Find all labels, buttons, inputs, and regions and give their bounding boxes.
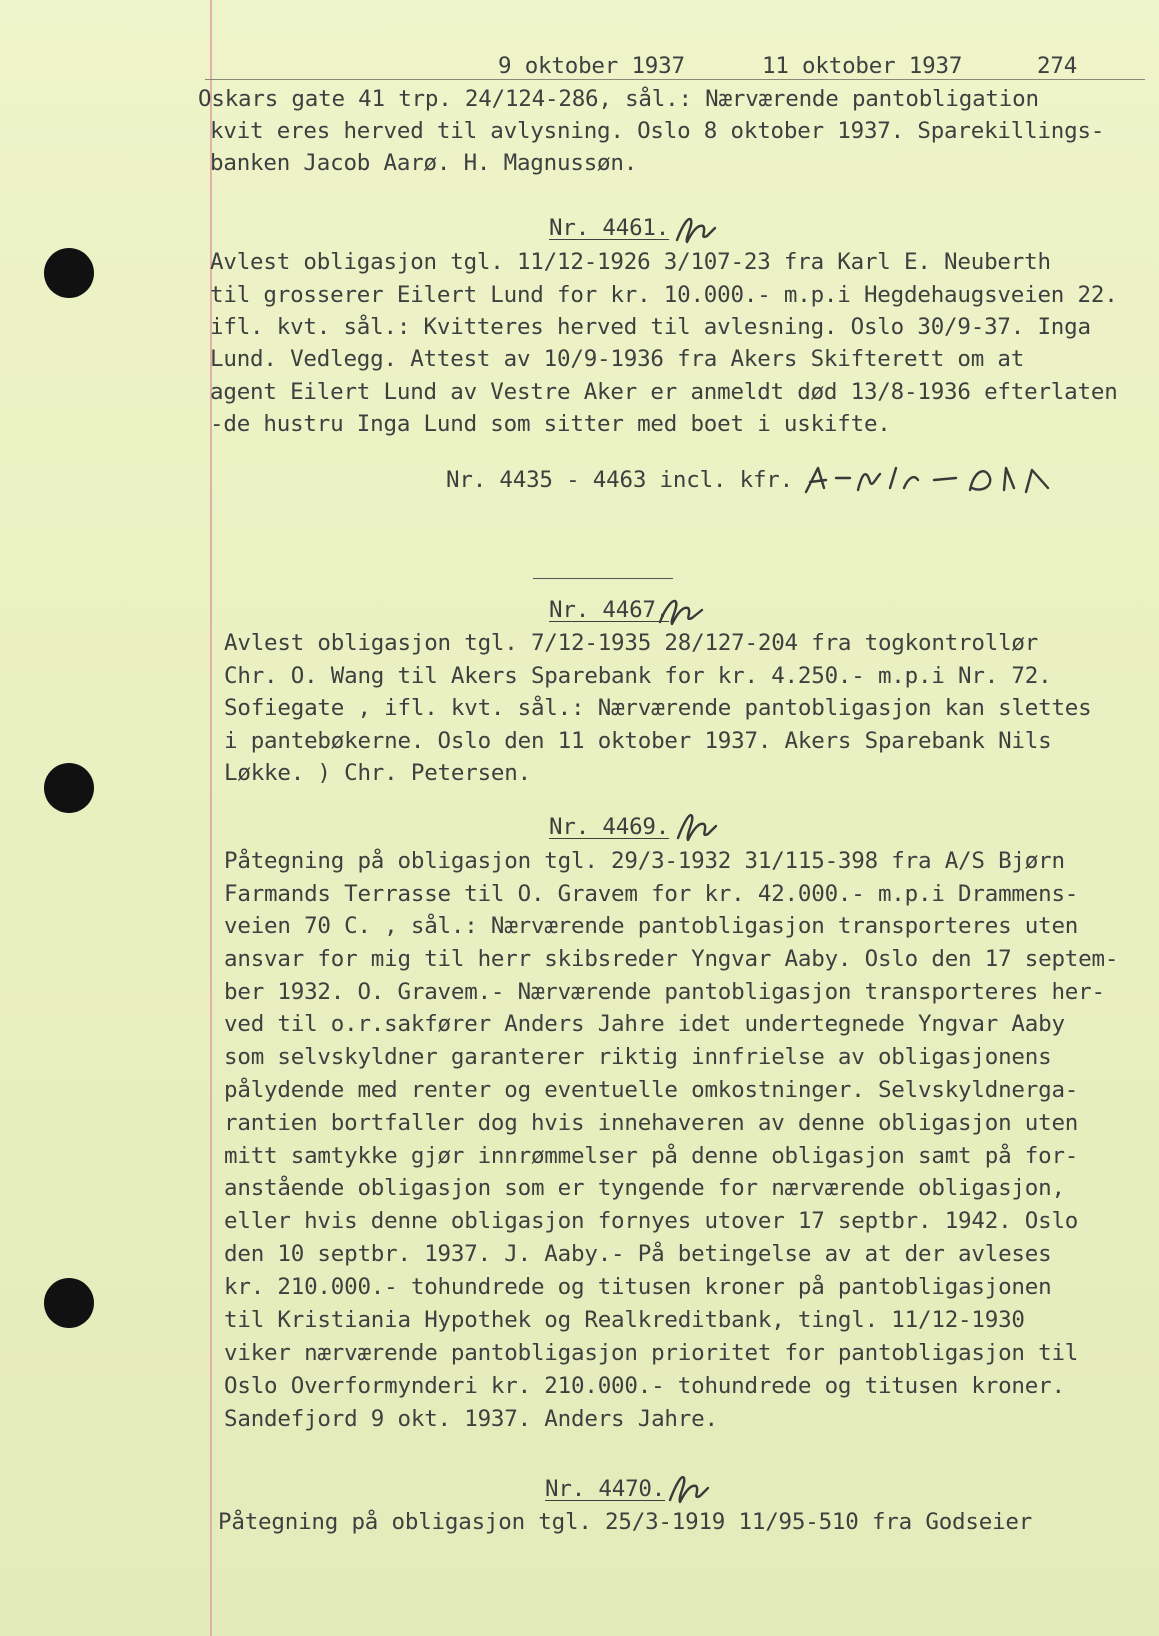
entry-number: Nr. 4470. xyxy=(545,1476,666,1502)
initials-mark xyxy=(674,806,720,846)
entry-line: banken Jacob Aarø. H. Magnussøn. xyxy=(210,150,638,176)
entry-summary: Nr. 4435 - 4463 incl. kfr. xyxy=(446,467,793,493)
entry-number: Nr. 4467. xyxy=(549,597,670,623)
entry-line: kr. 210.000.- tohundrede og titusen kroner på pantobligasjonen xyxy=(224,1274,1052,1300)
entry-line: Sofiegate , ifl. kvt. sål.: Nærværende pantobligasjon kan slettes xyxy=(224,695,1092,721)
entry-line: i pantebøkerne. Oslo den 11 oktober 1937. Akers Sparebank Nils xyxy=(224,728,1052,754)
page-number: 274 xyxy=(1037,53,1078,79)
initials-mark xyxy=(666,1468,712,1508)
header-rule xyxy=(205,79,1145,80)
entry-line: ved til o.r.sakfører Anders Jahre idet undertegnede Yngvar Aaby xyxy=(224,1011,1065,1037)
entry-line: eller hvis denne obligasjon fornyes utover 17 septbr. 1942. Oslo xyxy=(224,1208,1079,1234)
initials-mark xyxy=(656,590,706,630)
entry-line: Løkke. ) Chr. Petersen. xyxy=(224,760,531,786)
binder-hole-top xyxy=(44,248,94,298)
entry-line: Sandefjord 9 okt. 1937. Anders Jahre. xyxy=(224,1406,718,1432)
entry-line: Avlest obligasjon tgl. 11/12-1926 3/107-23 fra Karl E. Neuberth xyxy=(210,249,1051,275)
entry-line: Påtegning på obligasjon tgl. 29/3-1932 31/115-398 fra A/S Bjørn xyxy=(224,848,1065,874)
entry-line: agent Eilert Lund av Vestre Aker er anmeldt død 13/8-1936 efterlaten xyxy=(210,379,1118,405)
entry-number: Nr. 4461. xyxy=(549,215,670,241)
binder-hole-middle xyxy=(44,763,94,813)
entry-line: Lund. Vedlegg. Attest av 10/9-1936 fra Akers Skifterett om at xyxy=(210,346,1025,372)
entry-line: pålydende med renter og eventuelle omkostninger. Selvskyldnerga- xyxy=(224,1077,1079,1103)
entry-line: kvit eres herved til avlysning. Oslo 8 oktober 1937. Sparekillings- xyxy=(210,118,1105,144)
entry-line: den 10 septbr. 1937. J. Aaby.- På betingelse av at der avleses xyxy=(224,1241,1052,1267)
entry-line: ber 1932. O. Gravem.- Nærværende pantobligasjon transporteres her- xyxy=(224,979,1105,1005)
header-date-left: 9 oktober 1937 xyxy=(498,53,685,79)
entry-line: som selvskyldner garanterer riktig innfrielse av obligasjonens xyxy=(224,1044,1052,1070)
entry-line: Påtegning på obligasjon tgl. 25/3-1919 11/95-510 fra Godseier xyxy=(218,1509,1033,1535)
entry-line: mitt samtykke gjør innrømmelser på denne obligasjon samt på for- xyxy=(224,1143,1079,1169)
entry-line: ifl. kvt. sål.: Kvitteres herved til avlesning. Oslo 30/9-37. Inga xyxy=(210,314,1091,340)
handwritten-signature xyxy=(800,458,1050,502)
entry-line: Oskars gate 41 trp. 24/124-286, sål.: Nærværende pantobligation xyxy=(198,86,1039,112)
header-date-right: 11 oktober 1937 xyxy=(762,53,963,79)
entry-line: -de hustru Inga Lund som sitter med boet i uskifte. xyxy=(210,411,891,437)
binder-hole-bottom xyxy=(44,1278,94,1328)
initials-mark xyxy=(673,210,719,248)
entry-line: Avlest obligasjon tgl. 7/12-1935 28/127-204 fra togkontrollør xyxy=(224,630,1039,656)
section-divider xyxy=(533,578,673,579)
margin-rule xyxy=(210,0,212,1636)
entry-line: anstående obligasjon som er tyngende for nærværende obligasjon, xyxy=(224,1175,1065,1201)
entry-line: rantien bortfaller dog hvis innehaveren av denne obligasjon uten xyxy=(224,1110,1079,1136)
entry-number: Nr. 4469. xyxy=(549,814,670,840)
entry-line: viker nærværende pantobligasjon prioritet for pantobligasjon til xyxy=(224,1340,1079,1366)
entry-line: Farmands Terrasse til O. Gravem for kr. 42.000.- m.p.i Drammens- xyxy=(224,881,1079,907)
entry-line: til Kristiania Hypothek og Realkreditbank, tingl. 11/12-1930 xyxy=(224,1307,1025,1333)
entry-line: veien 70 C. , sål.: Nærværende pantobligasjon transporteres uten xyxy=(224,913,1079,939)
entry-line: til grosserer Eilert Lund for kr. 10.000.- m.p.i Hegdehaugsveien 22. xyxy=(210,282,1118,308)
entry-line: Oslo Overformynderi kr. 210.000.- tohundrede og titusen kroner. xyxy=(224,1373,1065,1399)
entry-line: Chr. O. Wang til Akers Sparebank for kr. 4.250.- m.p.i Nr. 72. xyxy=(224,663,1052,689)
entry-line: ansvar for mig til herr skibsreder Yngvar Aaby. Oslo den 17 septem- xyxy=(224,946,1119,972)
